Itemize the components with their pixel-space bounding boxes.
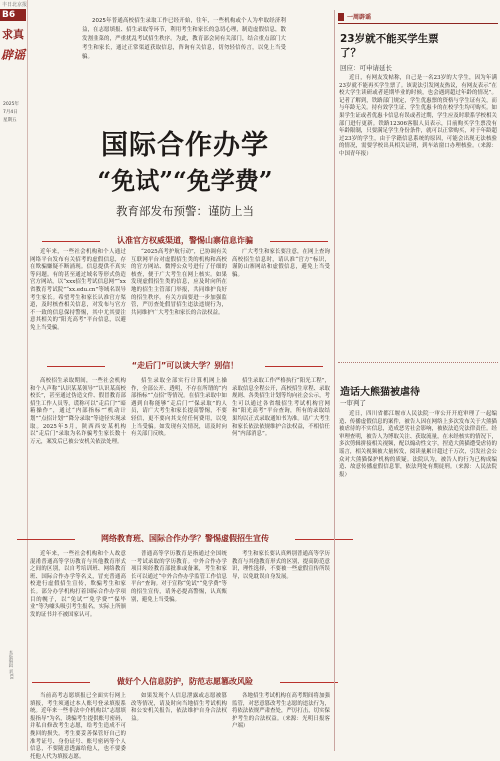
sec4-col1 [30, 693, 126, 760]
right-top-text: 近日，有网友发帖称，自己是一名23岁的大学生，因为年满23岁就不能再买学生票了。该说法引发网友热议，有网友表示“在校大学生读研或者延期毕业的时候，也会遇到超过年龄的情况”。记者了解到，铁路部门规定，学生优惠票的资格与学生证有关，而与年龄无关。持有效学生证、学生优惠卡的在校学生均可购买。如果学生证或者优惠卡信息有误或者过期，学生应及时联系学校相关部门进行更新。铁路12306客服人员表示，目前购买学生票没有年龄限制，只要满足学生身份条件，就可以正常购买，对于年龄超过23岁的学生，由于学籍信息系统的原因，可能会出现无法核验的情况，需要学校出具相关证明，到车站窗口办理核验。（来源：中国青年报） [339, 75, 497, 157]
sec2-col3 [232, 378, 330, 518]
channel-title-a: 求真 [2, 28, 24, 41]
masthead-divider [27, 0, 28, 751]
right-bottom-text: 近日，四川省都江堰市人民法院一审公开开庭审理了一起编造、传播虚假信息的案件，被告人因在网络上多次发布关于大熊猫被虐待的不实信息，造成恶劣社会影响，被依法追究法律责任。经审理查明，被告人为博取关注、获取流量，在未经核实的情况下，多次剪辑拼接相关视频，配以煽动性文字，捏造大熊猫遭受虐待的谣言，相关视频被大量转发，阅读量累计超过千万次，引发社会公众对大熊猫保护机构的质疑。法院认为，被告人的行为已构成编造、故意传播虚假信息罪，依法判处有期徒刑。（来源：人民法院报） [339, 411, 497, 478]
sec1-col1 [30, 249, 126, 349]
sec1-col3 [232, 249, 330, 349]
sec2-text: 招生录取全部实行计算机网上操作，全部公开、透明，不存在所谓的“内部指标”“点招”等情况。在招生录取中如遇到自称能够“走后门”“保录取”的人员，请广大考生和家长提高警惕，不要轻信，更不要向其支付任何费用，以免上当受骗。如发现有关情况，请及时向有关部门反映。 [131, 378, 227, 438]
section-title-online-education: 网络教育班、国际合作办学？警惕虚假招生宣传 [85, 533, 285, 544]
sec1-col2 [131, 249, 227, 349]
sec3-text: 近年来，一些社会机构和个人故意混淆普通高等学历教育与其他教育形式之间的区别，以自考培训班、网络教育班、国际合作办学等名义，冒充普通高校进行虚假招生宣传，欺骗考生和家长。部分办学机构打着国际合作办学项目的幌子，以“免试”“免学费”“保毕业”等为噱头吸引考生报名，实际上所颁发的证书并不被国家认可。 [30, 551, 126, 618]
sec4-col3 [232, 693, 330, 751]
weekly-kicker-badge [338, 13, 344, 21]
sec3-col1 [30, 551, 126, 663]
sec2-text: 招生录取工作严格执行“阳光工程”，录取信息全程公开，高校招生章程、录取规则、各类招生计划等均向社会公示，考生可以通过各省级招生考试机构官网和“阳光高考”平台查询，所有的录取结果均以正式录取通知书为准。请广大考生和家长依法依规维护合法权益，不相信任何“内部消息”。 [232, 378, 330, 438]
channel-title-b: 辟谣 [1, 48, 26, 62]
sec4-text: 如果发现个人信息泄露或志愿被篡改等情况，请及时向当地招生考试机构和公安机关报告，依法维护自身合法权益。 [131, 693, 227, 722]
masthead-weekday: 星期五 [3, 118, 17, 123]
page-number: B6 [2, 10, 16, 20]
sec3-col2 [131, 551, 227, 663]
right-top-title: 23岁就不能买学生票了？ [340, 33, 439, 59]
right-bottom-subtitle: 一审判了 [340, 399, 366, 407]
section-title-privacy: 做好个人信息防护，防范志愿篡改风险 [100, 676, 270, 687]
right-top-subtitle: 回应：可申请延长 [340, 64, 392, 72]
masthead-year: 2025年 [3, 102, 19, 107]
section-title-back-door: “走后门”可以读大学？别信！ [115, 360, 255, 371]
right-top-body [339, 75, 497, 355]
intro-text: 2025年普通高校招生录取工作已经开始，往年，一些机构或个人为牟取经济利益，在志愿填报、招生录取等环节，利用考生和家长的急切心理，制造虚假信息，散发割韭菜的，严重扰乱考试招生秩序。为此，教育部会同有关部门，结合重点部门大考生和家长，通过正常渠道获取信息，咨询有关信息，切勿轻信传言，以免上当受骗。 [82, 18, 286, 60]
sec4-col2 [131, 693, 227, 751]
sec4-text: 各地招生考试机构在高考期间将加强监管，对恶意篡改考生志愿的违法行为，将依法依规严肃查处，严厉打击，切实保护考生的合法权益。（来源：光明日报客户端） [232, 693, 330, 730]
side-credit: 本版编辑 刘XX [8, 650, 13, 680]
headline-main: 国际合作办学 [101, 130, 269, 161]
sec3-text: 考生和家长要认真辨别普通高等学历教育与其他教育形式的区别，提高防范意识，理性选择，不要被一些虚假宣传所误导，以免耽误自身发展。 [232, 551, 330, 580]
headline-quote: “免试”“免学费” [97, 166, 273, 195]
intro-paragraph [82, 17, 286, 91]
weekly-kicker: 一周辟谣 [347, 14, 372, 21]
sec2-col1 [30, 378, 126, 518]
sec1-text: 广大考生和家长要注意，在网上查询高校招生信息时，请认准“官方”标识，谨防山寨网站和虚假信息，避免上当受骗。 [232, 249, 330, 278]
section-title-official-channels: 认准官方权威渠道，警惕山寨信息诈骗 [110, 235, 260, 246]
sec2-text: 高校招生录取期间，一些社会机构和个人声称“认识某某领导”“认识某高校校长”，甚至通过伪造文件、假冒教育部招生工作人员等，谎称可以“走后门”“暗箱操作”，通过“内部指标”“机动计划”“点招计划”“降分录取”等途径实现录取。2025年5月，陕西西安某机构以“走后门”录取为名诈骗考生家长数十万元，案发后已被公安机关依法处理。 [30, 378, 126, 445]
right-bottom-title: 造话大熊猫被虐待 [340, 387, 420, 398]
sec1-text: 近年来，一些社会机构和个人通过网络平台发布有关招考的虚假信息，存在欺骗嫌疑不断涌现。信息提供不真实等问题。有的甚至通过域名等形式伪造官方网站，以“xxx招生考试信息网”“xx省教育考试院”“xx.edu.cn”等域名误导考生家长。希望考生和家长认准官方渠道，及时核查相关信息，对发布与官方不一致的信息保持警惕，其中尤其要注意其相关的“阳光高考”平台信息，以避免上当受骗。 [30, 249, 126, 331]
sec4-text: 当前高考志愿填报已全面实行网上填报，考生须通过本人账号登录填报系统。近年来一些非法中介机构以“志愿填报指导”为名，诱骗考生提供账号密码，并私自修改考生志愿，给考生造成不可挽回的损失。考生要妥善保管好自己的准考证号、身份证号、账号密码等个人信息，不要随意透露给他人，也不要委托他人代为填报志愿。 [30, 693, 126, 760]
sec3-text: 普通高等学历教育是指通过全国统一考试录取的学历教育。中外合作办学项目须经教育部批准或备案，考生和家长可以通过“中外合作办学监管工作信息平台”查询。对于宣称“免试”“免学费”等的招生宣传，请务必提高警惕，认真甄别，避免上当受骗。 [131, 551, 227, 603]
sec3-col3 [232, 551, 330, 663]
right-bottom-body [339, 411, 497, 749]
right-column-divider [334, 10, 335, 751]
masthead-date: 7月4日 [3, 110, 18, 115]
paper-logo: 丰日北京报 [2, 2, 28, 8]
sec2-col2 [131, 378, 227, 518]
kicker-rule [338, 23, 498, 24]
right-section-divider [338, 362, 498, 363]
sec1-text: “2025高考护航行动”，已协调有关互联网平台对虚假招生类的机构和高校的官方网站、微博公众号进行了仔细的核查，便于广大考生在网上核实。如果发现虚假招生类的信息，应及时向所在地的招生主管部门举报，共同维护良好的招生秩序。有关方面要进一步加强监管，严厉查处假冒招生违法违规行为，共同维护广大考生和家长的合法权益。 [131, 249, 227, 316]
headline-subtitle: 教育部发布预警：谨防上当 [116, 204, 254, 218]
